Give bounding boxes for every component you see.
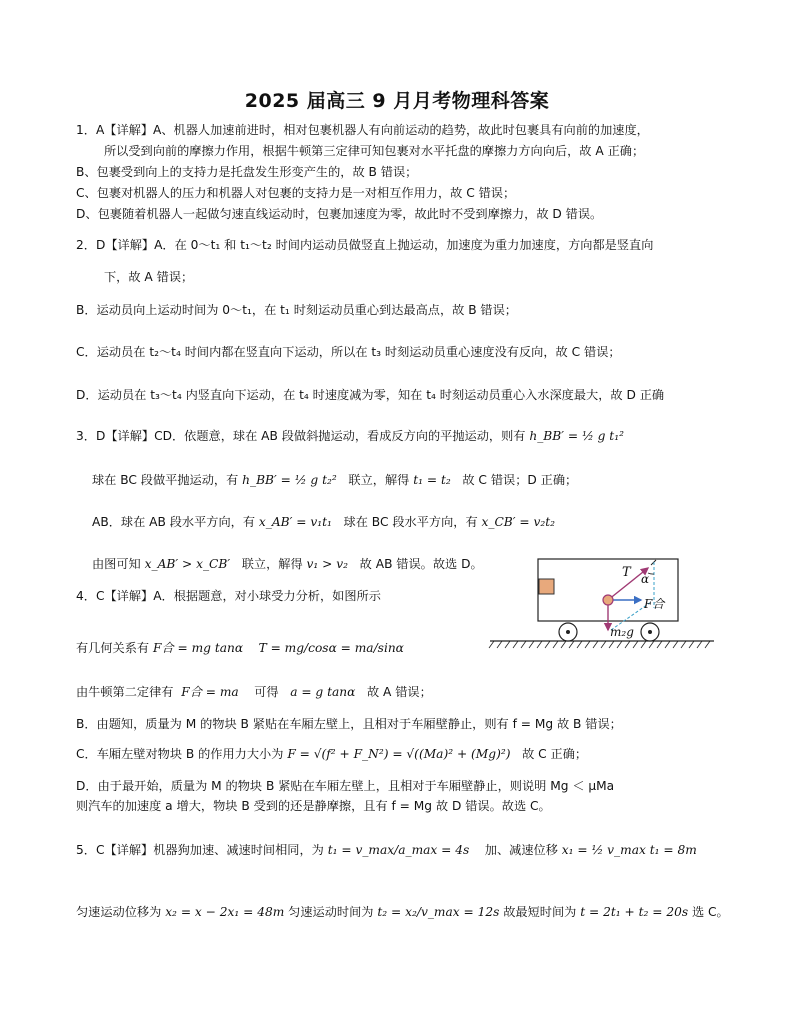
q5-text: 选 C。	[691, 905, 729, 919]
q4-formula-5: F = √(f² + F_N²) = √((Ma)² + (Mg)²)	[287, 747, 511, 761]
q3-formula-2: h_BB′ = ½ g t₂²	[242, 473, 337, 487]
q3-formula-1: h_BB′ = ½ g t₁²	[529, 429, 624, 443]
q3-line-2	[92, 472, 577, 488]
block-b	[539, 579, 554, 594]
q3-formula-4: x_AB′ = v₁t₁	[258, 515, 332, 529]
q3-text: 联立，解得	[241, 557, 303, 571]
q2-line-1: 2．D【详解】A．在 0～t₁ 和 t₁～t₂ 时间内运动员做竖直上抛运动，加速度为重力加速度，方向都是竖直向	[76, 238, 654, 252]
q3-line-1	[76, 428, 624, 444]
q3-text: AB．球在 AB 段水平方向，有	[92, 515, 256, 529]
q4-text: 故 C 正确；	[522, 747, 588, 761]
q4-formula-4: a = g tanα	[290, 685, 356, 699]
q4-text: 故 A 错误；	[366, 685, 432, 699]
q4-text: C．车厢左壁对物块 B 的作用力大小为	[76, 747, 284, 761]
q2-line-4: C．运动员在 t₂～t₄ 时间内都在竖直向下运动，所以在 t₃ 时刻运动员重心速度没有反向，故 C 错误；	[76, 345, 621, 359]
q1-line-5: D、包裹随着机器人一起做匀速直线运动时，包裹加速度为零，故此时不受到摩擦力，故 D 错误。	[76, 207, 603, 221]
q2-line-5: D．运动员在 t₃～t₄ 内竖直向下运动，在 t₄ 时速度减为零，知在 t₄ 时刻运动员重心入水深度最大，故 D 正确	[76, 388, 665, 402]
q5-formula-3: x₂ = x − 2x₁ = 48m	[165, 905, 285, 919]
q2-line-3: B．运动员向上运动时间为 0～t₁，在 t₁ 时刻运动员重心到达最高点，故 B 错误；	[76, 303, 517, 317]
label-T: T	[622, 565, 631, 580]
q4-line-3	[76, 684, 432, 700]
q4-line-2	[76, 640, 404, 656]
q3-text: 球在 BC 段水平方向，有	[343, 515, 478, 529]
q4-formula-3: F合 = ma	[181, 685, 239, 699]
q5-formula-4: t₂ = x₂/v_max = 12s	[377, 905, 500, 919]
q3-formula-3: t₁ = t₂	[413, 473, 451, 487]
q1-line-2: 所以受到向前的摩擦力作用，根据牛顿第三定律可知包裹对水平托盘的摩擦力方向向后，故 A 正确；	[104, 144, 645, 158]
q4-text: 可得	[254, 685, 279, 699]
q5-text: 5．C【详解】机器狗加速、减速时间相同，为	[76, 843, 324, 857]
q5-formula-2: x₁ = ½ v_max t₁ = 8m	[561, 843, 697, 857]
q5-line-2	[76, 904, 729, 920]
q3-text: 故 C 错误；D 正确；	[462, 473, 578, 487]
q5-formula-1: t₁ = v_max/a_max = 4s	[327, 843, 470, 857]
q3-text: 故 AB 错误。故选 D。	[359, 557, 483, 571]
q3-text: 球在 BC 段做平抛运动，有	[92, 473, 239, 487]
q3-line-3	[92, 514, 555, 530]
q1-line-1: 1．A【详解】A、机器人加速前进时，相对包裹机器人有向前运动的趋势，故此时包裹具有向前的加速度，	[76, 123, 649, 137]
q1-line-3: B、包裹受到向上的支持力是托盘发生形变产生的，故 B 错误；	[76, 165, 418, 179]
q5-formula-5: t = 2t₁ + t₂ = 20s	[580, 905, 689, 919]
q5-text: 故最短时间为	[503, 905, 577, 919]
q4-text: 有几何关系有	[76, 641, 150, 655]
q3-text: 由图可知	[92, 557, 141, 571]
q4-line-1: 4．C【详解】A．根据题意，对小球受力分析，如图所示	[76, 589, 381, 603]
label-mg: m₂g	[610, 625, 634, 639]
q1-line-4: C、包裹对机器人的压力和机器人对包裹的支持力是一对相互作用力，故 C 错误；	[76, 186, 516, 200]
ball	[603, 595, 613, 605]
q3-text: 3．D【详解】CD．依题意，球在 AB 段做斜抛运动，看成反方向的平抛运动，则有	[76, 429, 526, 443]
q5-text: 匀速运动时间为	[288, 905, 374, 919]
label-alpha: α	[641, 572, 650, 586]
q3-formula-7: v₁ > v₂	[306, 557, 349, 571]
page-title: 2025 届高三 9 月月考物理科答案	[244, 90, 550, 112]
q4-formula-2: T = mg/cosα = ma/sinα	[258, 641, 404, 655]
q5-text: 加、减速位移	[484, 843, 558, 857]
ground-hatch	[489, 641, 710, 648]
q2-line-2: 下，故 A 错误；	[104, 270, 194, 284]
wheel-right	[641, 623, 659, 641]
q5-text: 匀速运动位移为	[76, 905, 162, 919]
q4-line-6: D．由于最开始，质量为 M 的物块 B 紧贴在车厢左壁上，且相对于车厢壁静止，则说明 Mg ＜ μMa	[76, 779, 615, 793]
q3-text: 联立，解得	[348, 473, 410, 487]
q4-line-7: 则汽车的加速度 a 增大，物块 B 受到的还是静摩擦，且有 f = Mg 故 D 错误。故选 C。	[76, 799, 551, 813]
q4-line-5	[76, 746, 587, 762]
q4-text: 由牛顿第二定律有	[76, 685, 174, 699]
q3-formula-6: x_AB′ > x_CB′	[144, 557, 231, 571]
wheel-left	[559, 623, 577, 641]
q3-formula-5: x_CB′ = v₂t₂	[481, 515, 556, 529]
label-f-net: F合	[644, 597, 665, 611]
q4-formula-1: F合 = mg tanα	[153, 641, 244, 655]
q5-line-1	[76, 842, 697, 858]
force-diagram	[488, 556, 714, 654]
q3-line-4	[92, 556, 483, 572]
q4-line-4: B．由题知，质量为 M 的物块 B 紧贴在车厢左壁上，且相对于车厢壁静止，则有 f = Mg 故 B 错误；	[76, 717, 622, 731]
